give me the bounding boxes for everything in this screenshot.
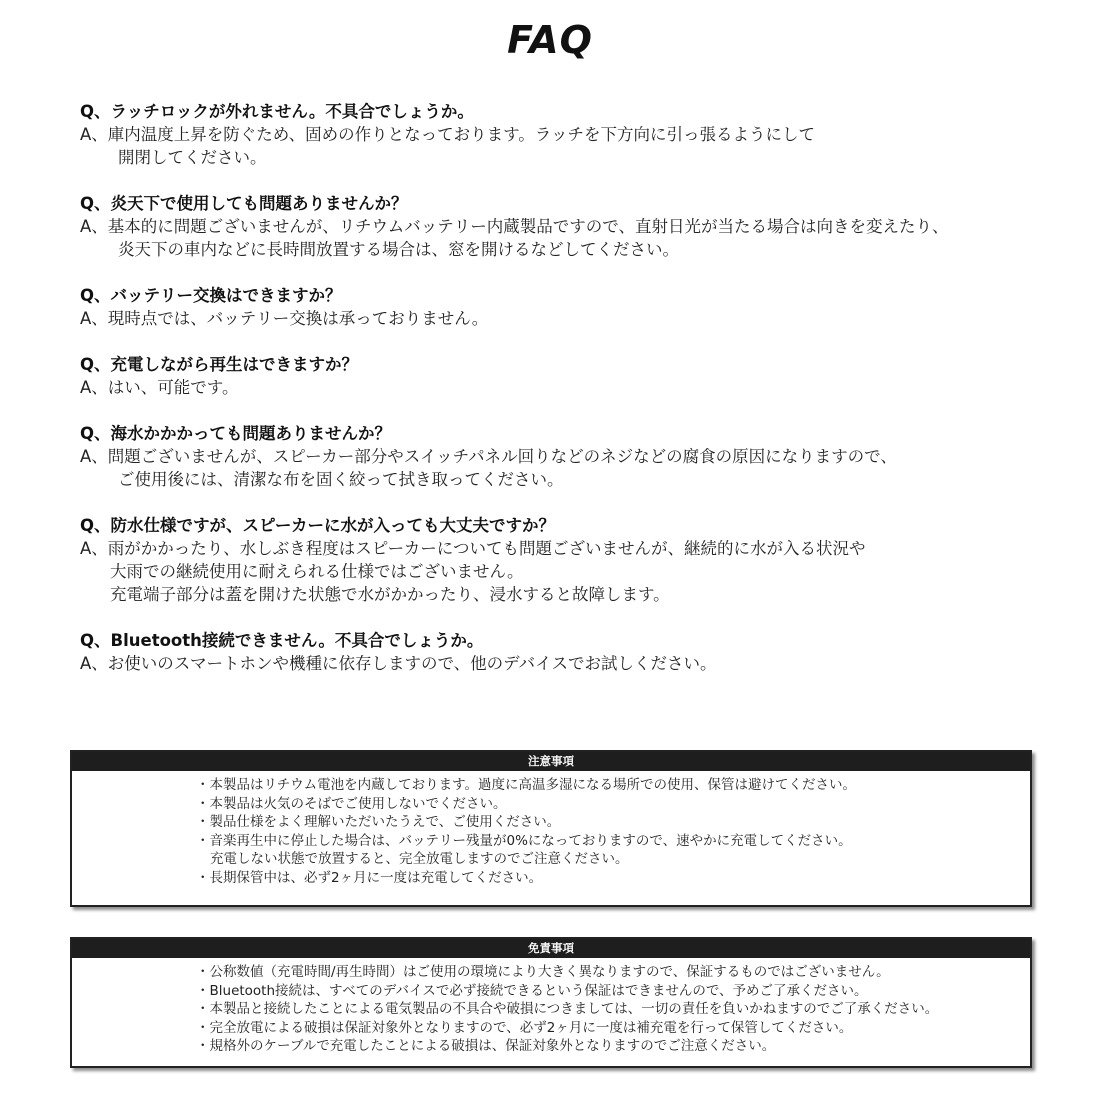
disclaimer-body [72, 958, 1030, 1066]
caution-line: ・音楽再生中に停止した場合は、バッテリー残量が0%になっておりますので、速やかに充電してください。 [196, 832, 852, 849]
faq-list [80, 100, 1070, 698]
caution-body [72, 771, 1030, 905]
faq-answer [80, 376, 1070, 399]
faq-question: Q、充電しながら再生はできますか？ [80, 355, 359, 374]
faq-question: Q、防水仕様ですが、スピーカーに水が入っても大丈夫ですか？ [80, 516, 556, 535]
disclaimer-line: ・規格外のケーブルで充電したことによる破損は、保証対象外となりますのでご注意ください。 [196, 1038, 776, 1054]
caution-line: ・本製品はリチウム電池を内蔵しております。過度に高温多湿になる場所での使用、保管は避けてください。 [196, 777, 857, 793]
caution-header: 注意事項 [72, 752, 1030, 771]
faq-item-seawater [80, 422, 1070, 491]
faq-answer-line: A、現時点では、バッテリー交換は承っておりません。 [80, 309, 489, 328]
caution-box [70, 750, 1032, 907]
faq-item-charging [80, 353, 1070, 399]
disclaimer-box [70, 937, 1032, 1068]
caution-line: ・本製品は火気のそばでご使用しないでください。 [196, 795, 507, 812]
faq-item-hot-weather [80, 192, 1070, 261]
faq-answer-line: ご使用後には、清潔な布を固く絞って拭き取ってください。 [118, 470, 564, 489]
faq-answer-line: 開閉してください。 [118, 148, 267, 167]
faq-question: Q、Bluetooth接続できません。不具合でしょうか。 [80, 631, 484, 650]
caution-line: 充電しない状態で放置すると、完全放電しますのでご注意ください。 [210, 851, 629, 867]
faq-item-latch [80, 100, 1070, 169]
disclaimer-header: 免責事項 [72, 939, 1030, 958]
faq-answer [80, 537, 1070, 606]
faq-answer [80, 215, 1070, 261]
faq-item-waterproof [80, 514, 1070, 606]
faq-item-battery [80, 284, 1070, 330]
faq-answer [80, 307, 1070, 330]
page-title: FAQ [507, 18, 593, 62]
faq-answer-line: A、お使いのスマートホンや機種に依存しますので、他のデバイスでお試しください。 [80, 654, 717, 673]
faq-answer-line: A、はい、可能です。 [80, 378, 239, 397]
faq-answer-line: 大雨での継続使用に耐えられる仕様ではございません。 [110, 562, 524, 581]
disclaimer-line: ・公称数値（充電時間/再生時間）はご使用の環境により大きく異なりますので、保証するものではございません。 [196, 964, 890, 980]
faq-answer-line: A、問題ございませんが、スピーカー部分やスイッチパネル回りなどのネジなどの腐食の原因になりますので、 [80, 447, 897, 466]
faq-question: Q、バッテリー交換はできますか？ [80, 286, 342, 305]
faq-answer-line: 充電端子部分は蓋を開けた状態で水がかかったり、浸水すると故障します。 [110, 585, 670, 604]
disclaimer-line: ・完全放電による破損は保証対象外となりますので、必ず2ヶ月に一度は補充電を行って保管してください。 [196, 1019, 853, 1036]
caution-line: ・長期保管中は、必ず2ヶ月に一度は充電してください。 [196, 869, 543, 886]
faq-answer-line: A、雨がかかったり、水しぶき程度はスピーカーについても問題ございませんが、継続的に水が入る状況や [80, 539, 866, 558]
faq-answer-line: A、庫内温度上昇を防ぐため、固めの作りとなっております。ラッチを下方向に引っ張るようにして [80, 125, 815, 144]
disclaimer-line: ・本製品と接続したことによる電気製品の不具合や破損につきましては、一切の責任を負いかねますのでご了承ください。 [196, 1001, 939, 1017]
faq-answer-line: 炎天下の車内などに長時間放置する場合は、窓を開けるなどしてください。 [118, 240, 679, 259]
faq-answer [80, 445, 1070, 491]
faq-answer [80, 123, 1070, 169]
disclaimer-line: ・Bluetooth接続は、すべてのデバイスで必ず接続できるという保証はできませんので、予めご了承ください。 [196, 982, 868, 999]
faq-question: Q、海水かかかっても問題ありませんか？ [80, 424, 392, 443]
faq-answer [80, 652, 1070, 675]
faq-question: Q、炎天下で使用しても問題ありませんか？ [80, 194, 408, 213]
faq-answer-line: A、基本的に問題ございませんが、リチウムバッテリー内蔵製品ですので、直射日光が当たる場合は向きを変えたり、 [80, 217, 949, 236]
faq-question: Q、ラッチロックが外れません。不具合でしょうか。 [80, 102, 474, 121]
faq-item-bluetooth [80, 629, 1070, 675]
caution-line: ・製品仕様をよく理解いただいたうえで、ご使用ください。 [196, 814, 561, 830]
